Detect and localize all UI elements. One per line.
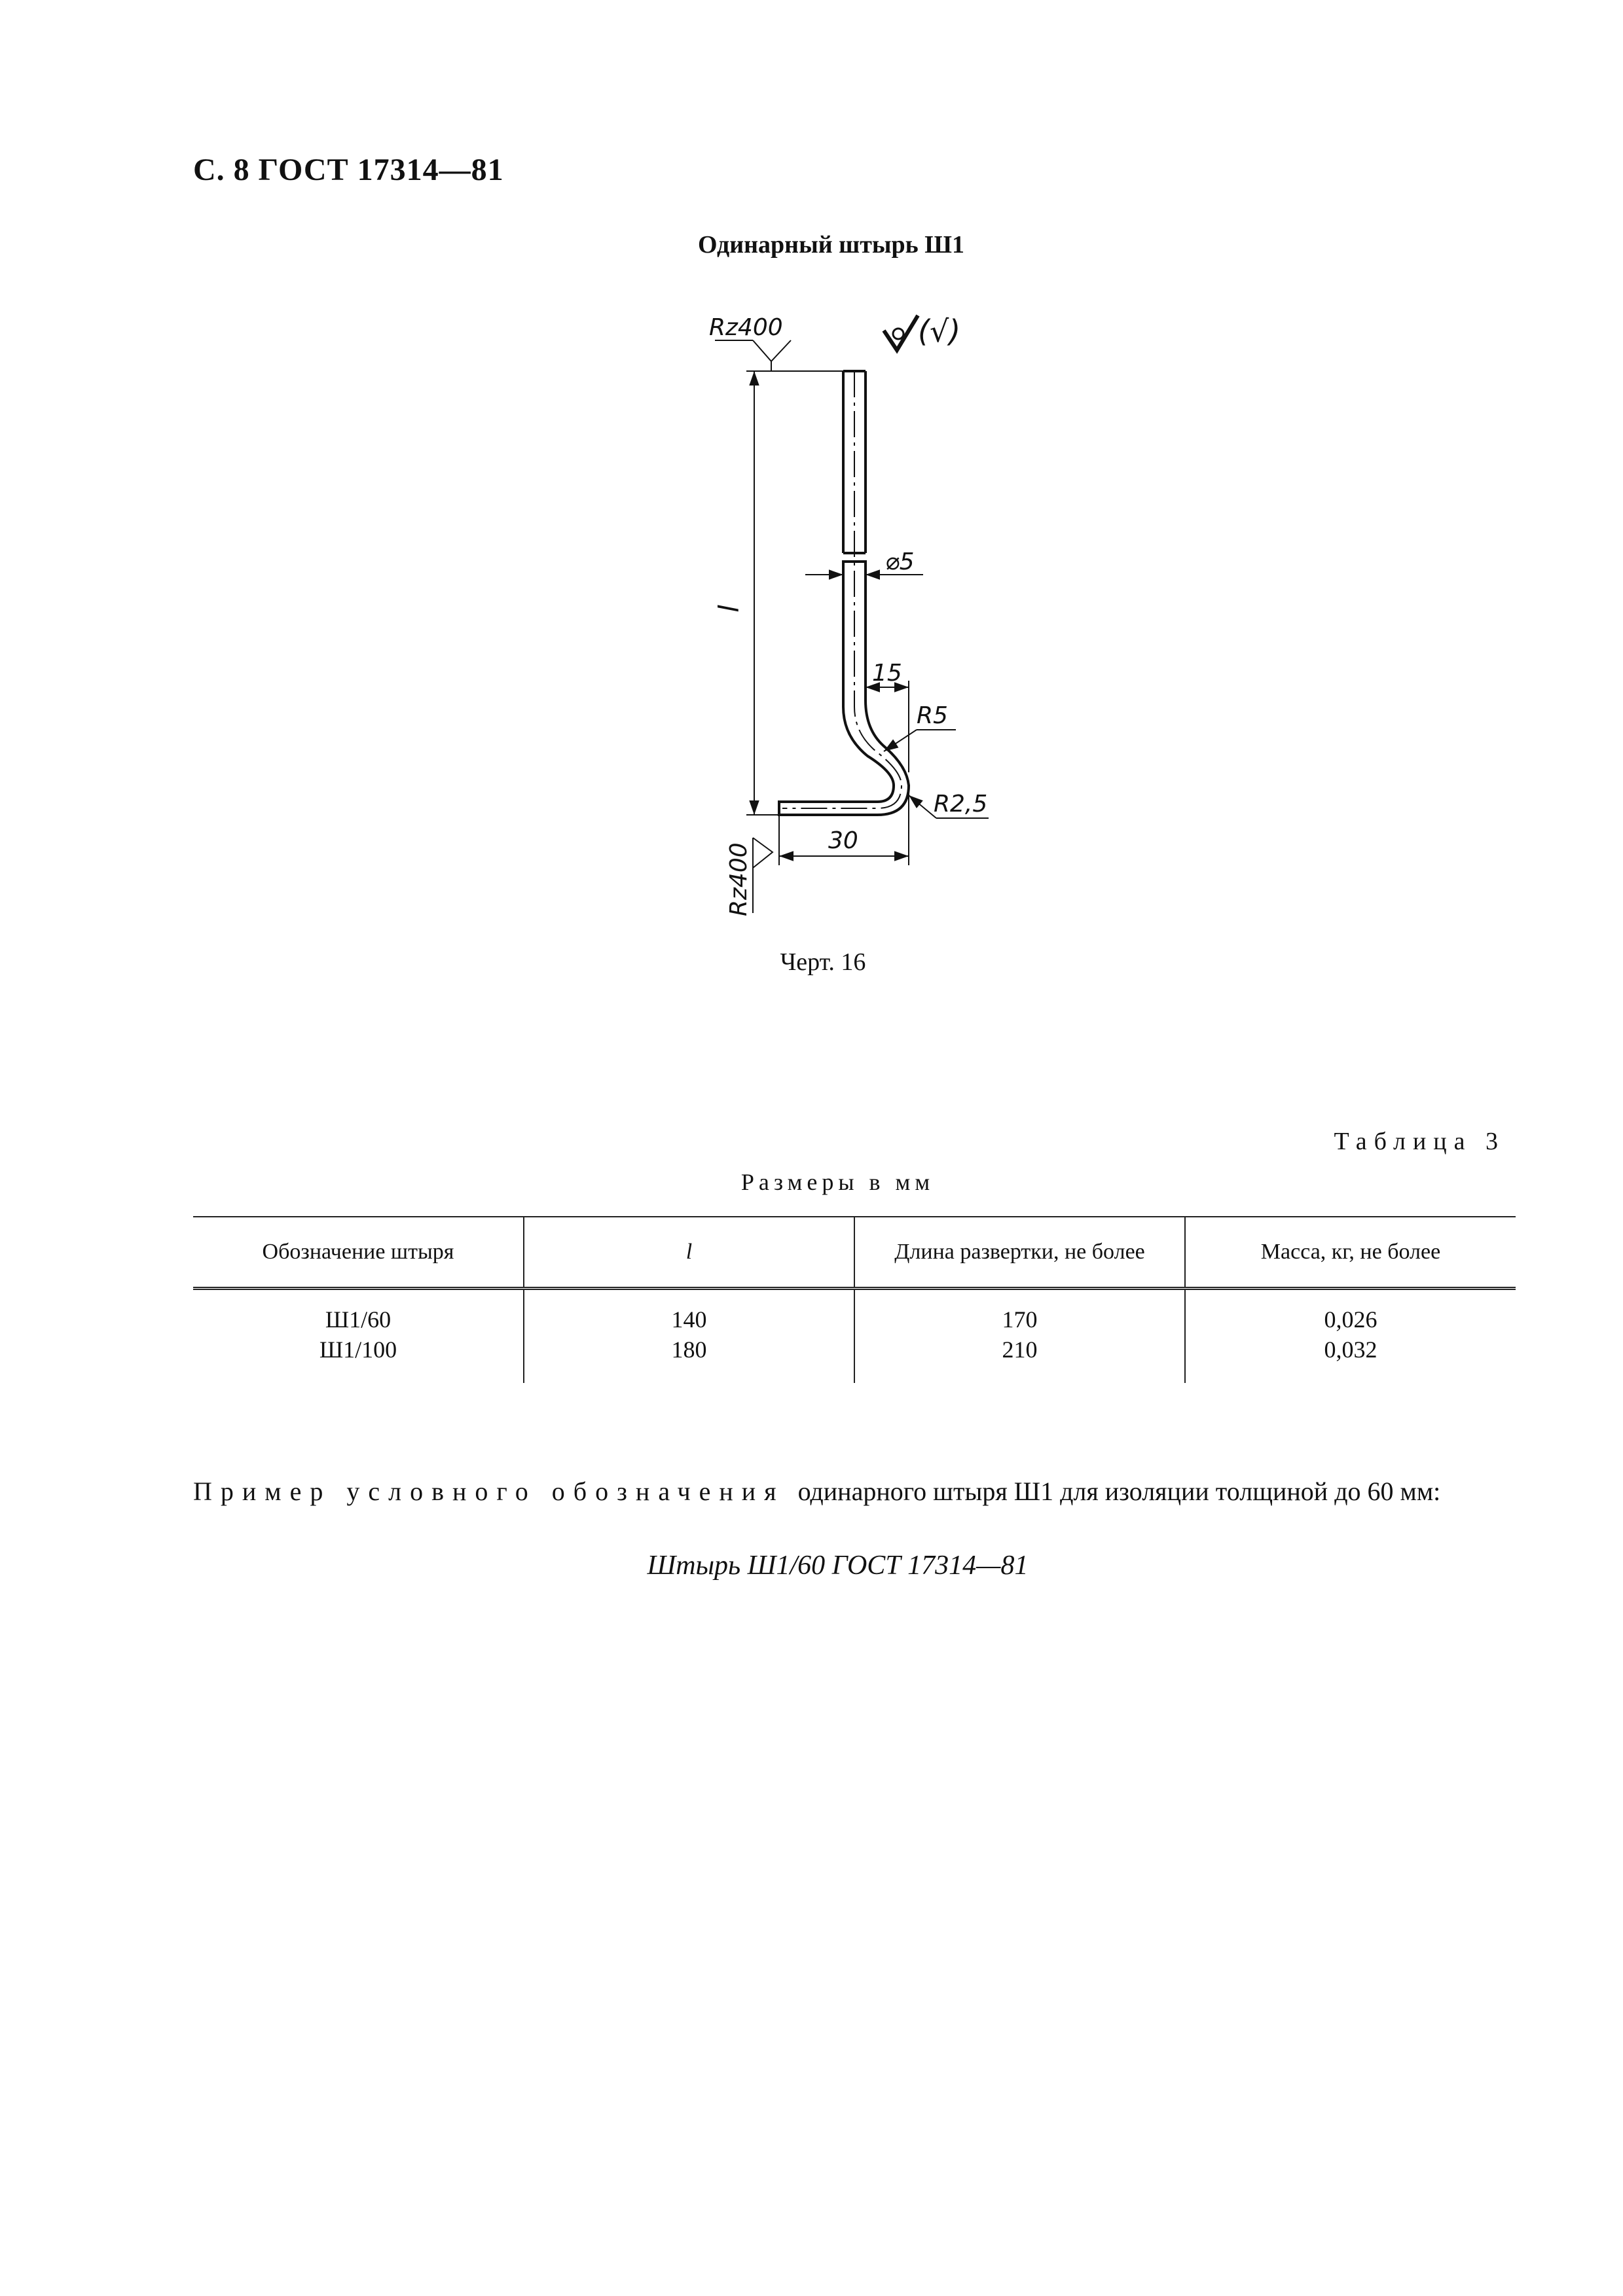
roughness-general-label: (√) (918, 314, 961, 349)
table-label: Таблица 3 (1334, 1128, 1505, 1155)
header-unfolded-length: Длина развертки, не более (854, 1217, 1185, 1289)
table-units: Размеры в мм (740, 1169, 935, 1195)
pin-lower-segment (779, 562, 909, 815)
table-cell: Ш1/60 (325, 1306, 392, 1333)
unfolded-length-cell (854, 1289, 1185, 1384)
mass-cell (1185, 1289, 1516, 1384)
header-length (524, 1217, 854, 1289)
header-length-text: l (685, 1240, 693, 1264)
dimensions-table (193, 1216, 1516, 1383)
example-paragraph (193, 1473, 1516, 1511)
figure-title: Одинарный штырь Ш1 (697, 231, 965, 259)
roughness-general-symbol (884, 315, 918, 350)
length-dimension (746, 371, 843, 815)
roughness-bottom-label: Rz400 (725, 842, 752, 916)
example-lead: Пример условного обозначения (193, 1477, 785, 1506)
designation-cell (193, 1289, 524, 1384)
diameter-label: ⌀5 (885, 548, 915, 575)
table-cell: 170 (1002, 1306, 1038, 1333)
table-cell: 0,032 (1324, 1336, 1377, 1363)
technical-drawing (0, 0, 1623, 949)
roughness-top-symbol (715, 340, 791, 361)
inner-radius-label: R2,5 (934, 791, 988, 817)
roughness-bottom-symbol (753, 838, 773, 913)
outer-radius-leader (884, 730, 956, 751)
page-header: С. 8 ГОСТ 17314—81 (193, 152, 504, 187)
header-mass: Масса, кг, не более (1185, 1217, 1516, 1289)
foot-length-label: 30 (828, 827, 858, 854)
length-label: l (713, 605, 745, 613)
roughness-top-label: Rz400 (709, 314, 783, 341)
table-cell: 0,026 (1324, 1306, 1377, 1333)
table-cell: 180 (671, 1336, 707, 1363)
length-cell (524, 1289, 854, 1384)
example-designation: Штырь Ш1/60 ГОСТ 17314—81 (647, 1551, 1029, 1581)
table-row (193, 1289, 1516, 1384)
header-designation: Обозначение штыря (193, 1217, 524, 1289)
table-cell: Ш1/100 (319, 1336, 397, 1363)
table-cell: 140 (671, 1306, 707, 1333)
figure-caption: Черт. 16 (780, 948, 866, 976)
offset-label: 15 (872, 660, 902, 687)
table-header-row (193, 1217, 1516, 1289)
table-cell: 210 (1002, 1336, 1038, 1363)
outer-radius-label: R5 (917, 702, 948, 729)
example-body: одинарного штыря Ш1 для изоляции толщиной до 60 мм: (797, 1477, 1441, 1506)
